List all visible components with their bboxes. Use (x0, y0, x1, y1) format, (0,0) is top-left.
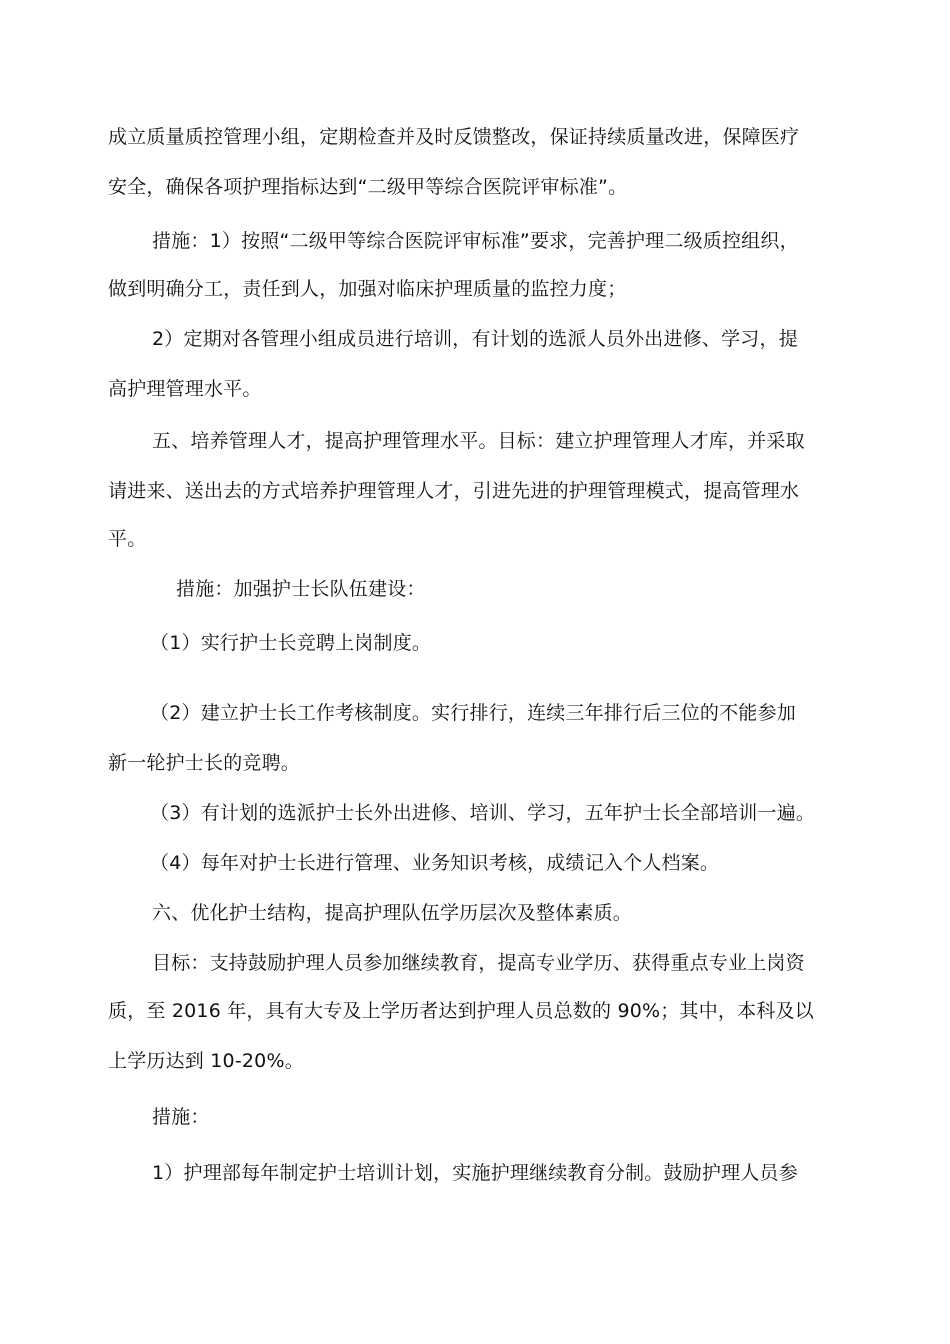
text-line: （1）实行护士长竞聘上岗制度。 (150, 632, 432, 654)
text-line: 措施： (152, 1106, 210, 1128)
text-line: 做到明确分工，责任到人，加强对临床护理质量的监控力度； (108, 278, 627, 300)
text-line: 目标：支持鼓励护理人员参加继续教育，提高专业学历、获得重点专业上岗资 (152, 952, 805, 974)
text-line: 2）定期对各管理小组成员进行培训，有计划的选派人员外出进修、学习，提 (152, 328, 798, 350)
text-line: 措施：1）按照“二级甲等综合医院评审标准”要求，完善护理二级质控组织， (152, 230, 799, 252)
text-line: 高护理管理水平。 (108, 378, 262, 400)
text-line: （4）每年对护士长进行管理、业务知识考核，成绩记入个人档案。 (150, 852, 720, 874)
text-line: （3）有计划的选派护士长外出进修、培训、学习，五年护士长全部培训一遍。 (150, 802, 816, 824)
text-line: 措施：加强护士长队伍建设： (176, 578, 426, 600)
text-line: 质，至 2016 年，具有大专及上学历者达到护理人员总数的 90%；其中，本科及以 (108, 1000, 814, 1022)
text-line: 五、培养管理人才，提高护理管理水平。目标：建立护理管理人才库，并采取 (152, 430, 805, 452)
text-line: 成立质量质控管理小组，定期检查并及时反馈整改，保证持续质量改进，保障医疗 (108, 126, 800, 148)
text-line: 安全，确保各项护理指标达到“二级甲等综合医院评审标准”。 (108, 176, 628, 198)
text-line: 请进来、送出去的方式培养护理管理人才，引进先进的护理管理模式，提高管理水 (108, 480, 800, 502)
text-line: 1）护理部每年制定护士培训计划，实施护理继续教育分制。鼓励护理人员参 (152, 1162, 798, 1184)
text-line: 六、优化护士结构，提高护理队伍学历层次及整体素质。 (152, 902, 633, 924)
text-line: 平。 (108, 528, 147, 550)
text-line: 上学历达到 10-20%。 (108, 1050, 304, 1072)
text-line: 新一轮护士长的竞聘。 (108, 752, 301, 774)
text-line: （2）建立护士长工作考核制度。实行排行，连续三年排行后三位的不能参加 (150, 702, 796, 724)
